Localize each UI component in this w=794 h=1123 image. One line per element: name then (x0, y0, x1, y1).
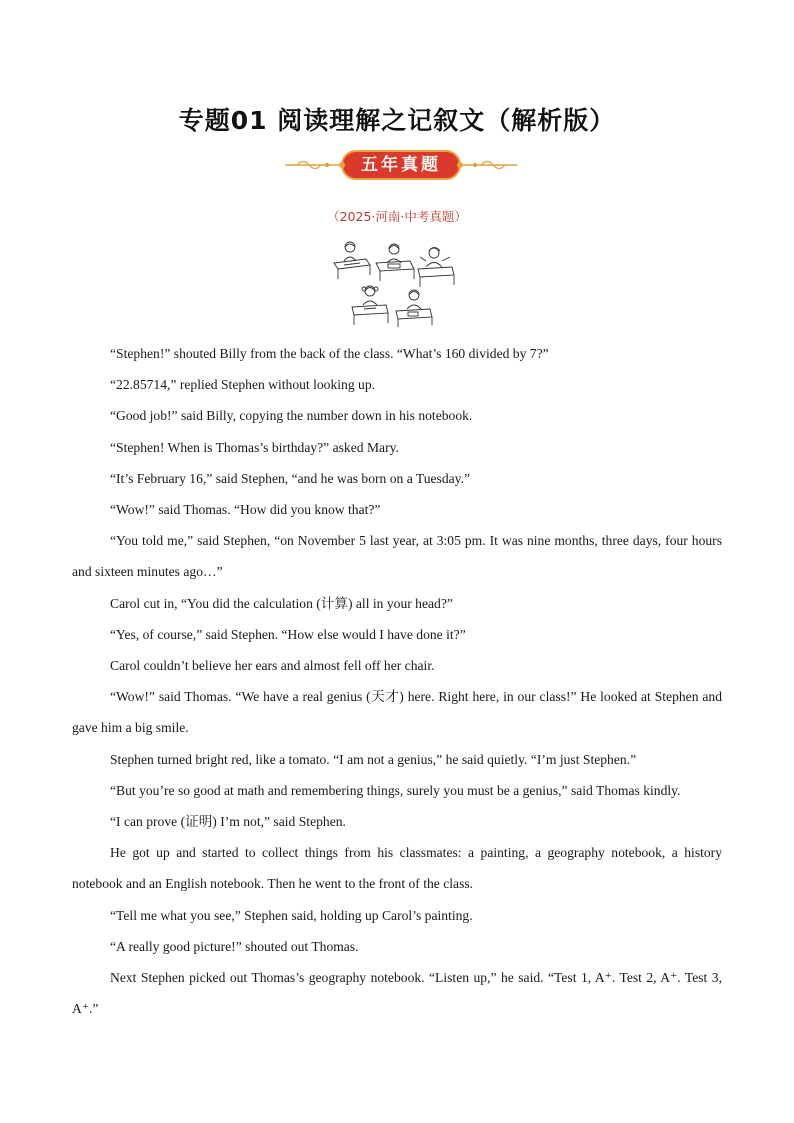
reading-passage (72, 338, 722, 1024)
passage-paragraph: “But you’re so good at math and remembering things, surely you must be a genius,” said Thomas kindly. (110, 782, 681, 798)
passage-paragraph: Next Stephen picked out Thomas’s geography notebook. “Listen up,” he said. “Test 1, A⁺. Test 2, A⁺. Test 3, A⁺.” (72, 970, 722, 1017)
passage-paragraph: “A really good picture!” shouted out Thomas. (110, 938, 359, 954)
students-at-desks-illustration-icon (330, 239, 458, 327)
passage-paragraph: “Stephen! When is Thomas’s birthday?” asked Mary. (110, 439, 399, 455)
passage-paragraph: “22.85714,” replied Stephen without looking up. (110, 377, 376, 393)
source-citation: （2025·河南·中考真题） (327, 209, 467, 224)
passage-paragraph: “I can prove (证明) I’m not,” said Stephen. (110, 814, 346, 830)
passage-paragraph: “It’s February 16,” said Stephen, “and he was born on a Tuesday.” (110, 470, 471, 486)
passage-paragraph: “Yes, of course,” said Stephen. “How else would I have done it?” (110, 626, 466, 642)
passage-paragraph: “Wow!” said Thomas. “We have a real genius (天才) here. Right here, in our class!” He looked at Stephen and gave him a big smile. (72, 689, 722, 736)
passage-paragraph: “You told me,” said Stephen, “on November 5 last year, at 3:05 pm. It was nine months, three days, four hours and sixteen minutes ago…” (72, 533, 722, 580)
passage-paragraph: Carol couldn’t believe her ears and almost fell off her chair. (110, 658, 435, 674)
passage-paragraph: “Wow!” said Thomas. “How did you know that?” (110, 502, 381, 518)
passage-paragraph: “Tell me what you see,” Stephen said, holding up Carol’s painting. (110, 907, 473, 923)
passage-paragraph: Stephen turned bright red, like a tomato. “I am not a genius,” he said quietly. “I’m just Stephen.” (110, 751, 637, 767)
passage-paragraph: “Good job!” said Billy, copying the number down in his notebook. (110, 408, 473, 424)
page-title: 专题01 阅读理解之记叙文（解析版） (178, 106, 616, 135)
passage-paragraph: He got up and started to collect things from his classmates: a painting, a geography notebook, a history notebook and an English notebook. Then he went to the front of the class. (72, 845, 722, 892)
banner-label: 五年真题 (361, 155, 441, 175)
section-banner (283, 148, 519, 182)
passage-paragraph: “Stephen!” shouted Billy from the back of the class. “What’s 160 divided by 7?” (110, 346, 549, 361)
passage-paragraph: Carol cut in, “You did the calculation (计算) all in your head?” (110, 595, 453, 611)
